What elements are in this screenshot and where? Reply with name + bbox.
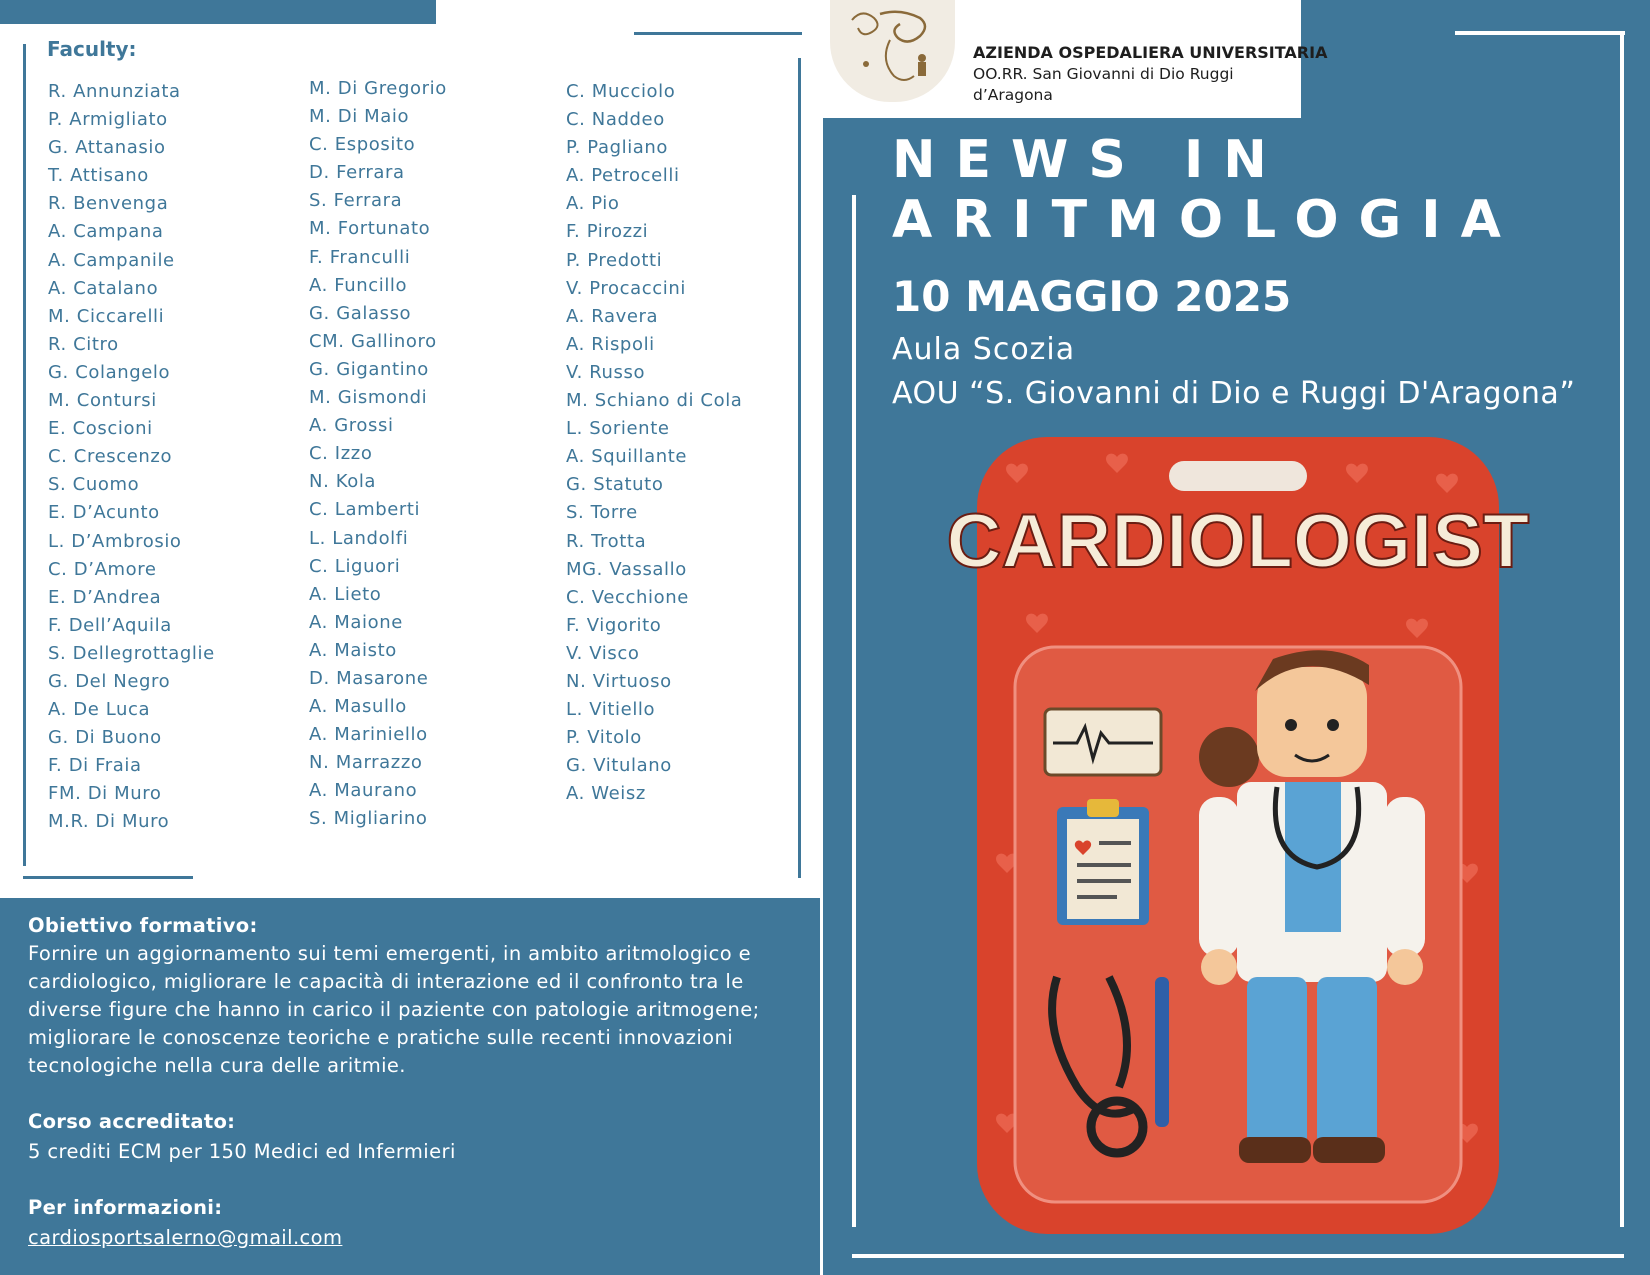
faculty-member-name: L. Landolfi: [309, 527, 409, 549]
objective-line: diverse figure che hanno in carico il paziente con patologie aritmogene;: [28, 998, 760, 1021]
hospital-name-line2: OO.RR. San Giovanni di Dio Ruggi: [973, 65, 1234, 83]
hospital-name-line1: AZIENDA OSPEDALIERA UNIVERSITARIA: [973, 43, 1328, 62]
faculty-member-name: N. Kola: [309, 471, 377, 493]
faculty-member-name: F. Vigorito: [566, 614, 662, 636]
contact-email-link[interactable]: cardiosportsalerno@gmail.com: [28, 1226, 343, 1249]
white-frame-bottom: [852, 1254, 1624, 1258]
faculty-member-name: G. Gigantino: [309, 358, 429, 380]
event-title-line2: ARITMOLOGIA: [892, 190, 1521, 250]
faculty-member-name: A. Rispoli: [566, 333, 655, 355]
faculty-member-name: C. Liguori: [309, 555, 401, 577]
faculty-member-name: A. Campanile: [48, 249, 175, 271]
faculty-member-name: A. Funcillo: [309, 274, 408, 296]
faculty-member-name: L. D’Ambrosio: [48, 530, 182, 552]
faculty-member-name: A. Maurano: [309, 780, 418, 802]
faculty-member-name: A. De Luca: [48, 699, 151, 721]
faculty-member-name: M. Fortunato: [309, 218, 431, 240]
faculty-member-name: A. Catalano: [48, 277, 159, 299]
faculty-member-name: R. Citro: [48, 333, 119, 355]
faculty-member-name: A. Maisto: [309, 639, 397, 661]
faculty-member-name: T. Attisano: [48, 165, 149, 187]
objective-line: Fornire un aggiornamento sui temi emergenti, in ambito aritmologico e: [28, 942, 752, 965]
top-left-bar: [0, 0, 436, 24]
faculty-member-name: C. Naddeo: [566, 109, 665, 131]
faculty-column-3: [566, 78, 742, 808]
faculty-member-name: A. Ravera: [566, 305, 659, 327]
faculty-member-name: G. Vitulano: [566, 755, 672, 777]
faculty-member-name: L. Vitiello: [566, 699, 656, 721]
pen: [1155, 977, 1169, 1127]
faculty-member-name: S. Ferrara: [309, 190, 403, 212]
faculty-member-name: G. Colangelo: [48, 361, 171, 383]
objective-line: tecnologiche nella cura delle aritmie.: [28, 1054, 406, 1077]
faculty-member-name: V. Procaccini: [566, 277, 686, 299]
panel-divider: [820, 0, 823, 1275]
white-frame-top: [1455, 31, 1625, 35]
faculty-member-name: G. Attanasio: [48, 137, 166, 159]
frame-line-bottom: [23, 876, 193, 879]
faculty-member-name: M. Schiano di Cola: [566, 390, 743, 412]
event-venue-line2: AOU “S. Giovanni di Dio e Ruggi D'Aragona”: [892, 376, 1576, 411]
faculty-member-name: A. Mariniello: [309, 724, 428, 746]
faculty-member-name: G. Del Negro: [48, 670, 171, 692]
faculty-member-name: E. D’Andrea: [48, 586, 162, 608]
hang-hole: [1169, 461, 1307, 491]
faculty-member-name: M. Gismondi: [309, 387, 428, 409]
faculty-member-name: F. Franculli: [309, 246, 411, 268]
faculty-member-name: F. Di Fraia: [48, 755, 142, 777]
faculty-member-name: N. Marrazzo: [309, 752, 423, 774]
faculty-member-name: F. Dell’Aquila: [48, 614, 172, 636]
faculty-member-name: P. Predotti: [566, 249, 663, 271]
faculty-member-name: G. Galasso: [309, 302, 412, 324]
faculty-member-name: A. Lieto: [309, 583, 382, 605]
faculty-member-name: G. Di Buono: [48, 727, 162, 749]
info-panel: [0, 898, 822, 1275]
faculty-member-name: A. Weisz: [566, 783, 646, 805]
faculty-member-name: A. Masullo: [309, 696, 407, 718]
faculty-member-name: D. Ferrara: [309, 162, 405, 184]
faculty-member-name: P. Armigliato: [48, 109, 168, 131]
accredited-heading: Corso accreditato:: [28, 1110, 236, 1133]
faculty-member-name: P. Pagliano: [566, 137, 669, 159]
faculty-member-name: A. Maione: [309, 611, 403, 633]
faculty-column-2: [309, 75, 447, 834]
faculty-member-name: P. Vitolo: [566, 727, 642, 749]
cardiologist-toy-image: [946, 437, 1530, 1234]
faculty-member-name: C. Vecchione: [566, 586, 689, 608]
faculty-member-name: G. Statuto: [566, 474, 664, 496]
white-frame-left: [852, 195, 856, 1227]
hospital-name-line3: d’Aragona: [973, 86, 1053, 104]
faculty-member-name: V. Visco: [566, 642, 640, 664]
faculty-member-name: M. Contursi: [48, 390, 157, 412]
faculty-member-name: FM. Di Muro: [48, 783, 162, 805]
faculty-member-name: M.R. Di Muro: [48, 811, 170, 833]
frame-line-left: [23, 44, 26, 866]
faculty-member-name: C. Lamberti: [309, 499, 421, 521]
faculty-member-name: C. D’Amore: [48, 558, 157, 580]
frame-line-top-right: [634, 32, 802, 35]
event-venue-line1: Aula Scozia: [892, 332, 1076, 367]
faculty-heading: Faculty:: [47, 37, 137, 61]
faculty-member-name: C. Izzo: [309, 443, 373, 465]
faculty-member-name: M. Di Maio: [309, 106, 410, 128]
faculty-member-name: A. Petrocelli: [566, 165, 680, 187]
objective-line: migliorare le conoscenze teoriche e pratiche sulle recenti innovazioni: [28, 1026, 734, 1049]
objective-line: cardiologico, migliorare le capacità di interazione ed il confronto tra le: [28, 970, 744, 993]
faculty-member-name: E. Coscioni: [48, 418, 153, 440]
faculty-member-name: MG. Vassallo: [566, 558, 687, 580]
faculty-member-name: R. Trotta: [566, 530, 647, 552]
accredited-text: 5 crediti ECM per 150 Medici ed Infermieri: [28, 1140, 456, 1163]
faculty-column-1: [48, 78, 215, 837]
faculty-member-name: L. Soriente: [566, 418, 670, 440]
faculty-member-name: C. Crescenzo: [48, 446, 173, 468]
toy-label-text: CARDIOLOGIST: [946, 499, 1530, 584]
hospital-logo: [830, 0, 955, 102]
faculty-member-name: M. Ciccarelli: [48, 305, 165, 327]
faculty-member-name: F. Pirozzi: [566, 221, 649, 243]
faculty-member-name: S. Dellegrottaglie: [48, 642, 215, 664]
objective-heading: Obiettivo formativo:: [28, 914, 258, 937]
faculty-member-name: V. Russo: [566, 361, 646, 383]
faculty-member-name: M. Di Gregorio: [309, 78, 447, 99]
faculty-member-name: CM. Gallinoro: [309, 330, 437, 352]
objective-text: [28, 940, 760, 1080]
faculty-member-name: C. Mucciolo: [566, 81, 676, 102]
faculty-member-name: E. D’Acunto: [48, 502, 160, 524]
event-title-line1: NEWS IN: [892, 130, 1287, 190]
faculty-member-name: C. Esposito: [309, 134, 416, 156]
frame-line-right: [798, 58, 801, 878]
faculty-member-name: S. Migliarino: [309, 808, 428, 830]
faculty-member-name: S. Torre: [566, 502, 638, 524]
faculty-member-name: N. Virtuoso: [566, 670, 672, 692]
faculty-member-name: R. Annunziata: [48, 81, 181, 102]
faculty-member-name: A. Squillante: [566, 446, 688, 468]
faculty-member-name: A. Grossi: [309, 415, 394, 437]
faculty-member-name: S. Cuomo: [48, 474, 140, 496]
faculty-member-name: R. Benvenga: [48, 193, 169, 215]
white-frame-right: [1620, 31, 1624, 1227]
faculty-member-name: A. Campana: [48, 221, 164, 243]
faculty-member-name: D. Masarone: [309, 667, 429, 689]
event-date: 10 MAGGIO 2025: [892, 272, 1292, 321]
contact-heading: Per informazioni:: [28, 1196, 223, 1219]
faculty-member-name: A. Pio: [566, 193, 620, 215]
